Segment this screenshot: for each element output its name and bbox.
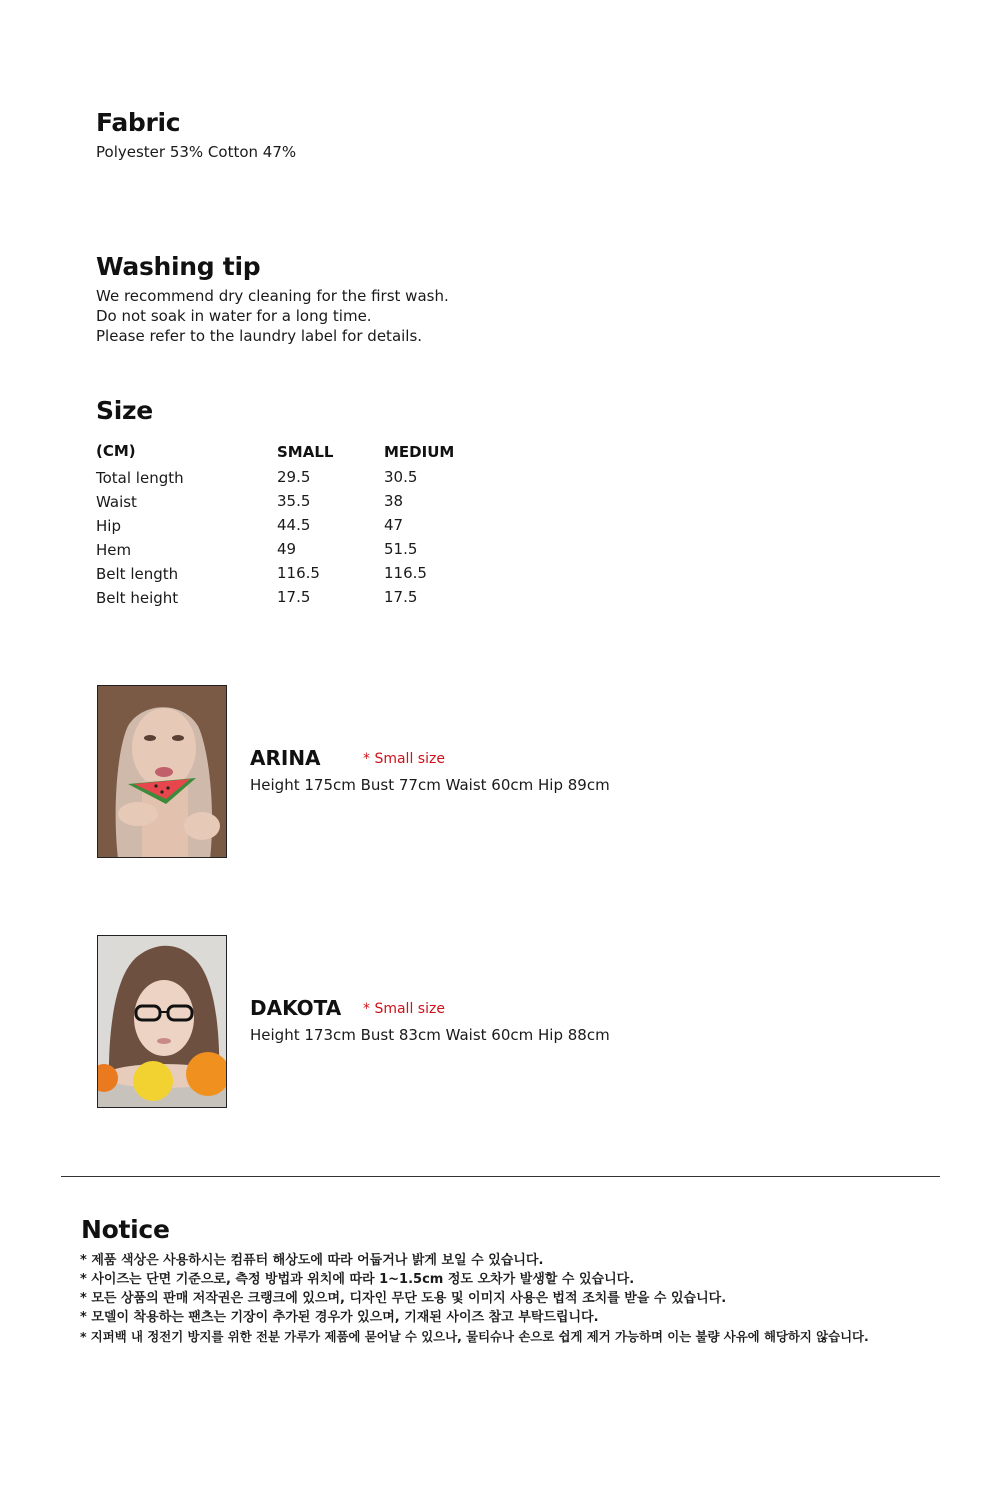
size-cell-small: 44.5 xyxy=(277,516,311,534)
fabric-heading: Fabric xyxy=(96,108,181,137)
size-cell-small: 49 xyxy=(277,540,297,558)
washing-heading: Washing tip xyxy=(96,252,261,281)
model-name-arina: ARINA xyxy=(250,746,321,770)
notice-heading: Notice xyxy=(81,1215,170,1244)
size-col-small: SMALL xyxy=(277,443,334,461)
model-photo-arina xyxy=(97,685,227,858)
size-cell-medium: 116.5 xyxy=(384,564,427,582)
size-row-label: Waist xyxy=(96,493,137,511)
size-row-label: Belt height xyxy=(96,589,179,607)
model-size-note-dakota: * Small size xyxy=(363,1001,445,1017)
fabric-composition: Polyester 53% Cotton 47% xyxy=(96,143,297,161)
size-cell-small: 116.5 xyxy=(277,564,320,582)
size-row-label: Hip xyxy=(96,517,121,535)
size-cell-medium: 17.5 xyxy=(384,588,418,606)
section-divider xyxy=(61,1176,940,1177)
size-col-medium: MEDIUM xyxy=(384,443,455,461)
model-stats-arina: Height 175cm Bust 77cm Waist 60cm Hip 89cm xyxy=(250,776,610,794)
model-name-dakota: DAKOTA xyxy=(250,996,342,1020)
notice-line-4: * 모델이 착용하는 팬츠는 기장이 추가된 경우가 있으며, 기재된 사이즈 참고 부탁드립니다. xyxy=(80,1310,599,1325)
notice-line-2: * 사이즈는 단면 기준으로, 측정 방법과 위치에 따라 1~1.5cm 정도 오차가 발생할 수 있습니다. xyxy=(80,1272,635,1287)
size-heading: Size xyxy=(96,396,153,425)
model-stats-dakota: Height 173cm Bust 83cm Waist 60cm Hip 88cm xyxy=(250,1026,610,1044)
size-cell-small: 35.5 xyxy=(277,492,311,510)
notice-line-1: * 제품 색상은 사용하시는 컴퓨터 해상도에 따라 어둡거나 밝게 보일 수 있습니다. xyxy=(80,1253,544,1268)
size-col-unit: (CM) xyxy=(96,442,136,460)
notice-line-3: * 모든 상품의 판매 저작권은 크랭크에 있으며, 디자인 무단 도용 및 이미지 사용은 법적 조치를 받을 수 있습니다. xyxy=(80,1291,727,1306)
model-size-note-arina: * Small size xyxy=(363,751,445,767)
size-cell-medium: 38 xyxy=(384,492,404,510)
washing-line-1: We recommend dry cleaning for the first wash. xyxy=(96,287,449,305)
notice-line-5: * 지퍼백 내 정전기 방지를 위한 전분 가루가 제품에 묻어날 수 있으나, 물티슈나 손으로 쉽게 제거 가능하며 이는 불량 사유에 해당하지 않습니다. xyxy=(80,1329,869,1344)
size-cell-small: 29.5 xyxy=(277,468,311,486)
size-row-label: Hem xyxy=(96,541,132,559)
size-row-label: Total length xyxy=(96,469,184,487)
washing-line-2: Do not soak in water for a long time. xyxy=(96,307,372,325)
model-photo-dakota xyxy=(97,935,227,1108)
size-cell-medium: 51.5 xyxy=(384,540,418,558)
washing-line-3: Please refer to the laundry label for details. xyxy=(96,327,423,345)
size-cell-medium: 30.5 xyxy=(384,468,418,486)
size-row-label: Belt length xyxy=(96,565,179,583)
size-cell-small: 17.5 xyxy=(277,588,311,606)
size-cell-medium: 47 xyxy=(384,516,404,534)
